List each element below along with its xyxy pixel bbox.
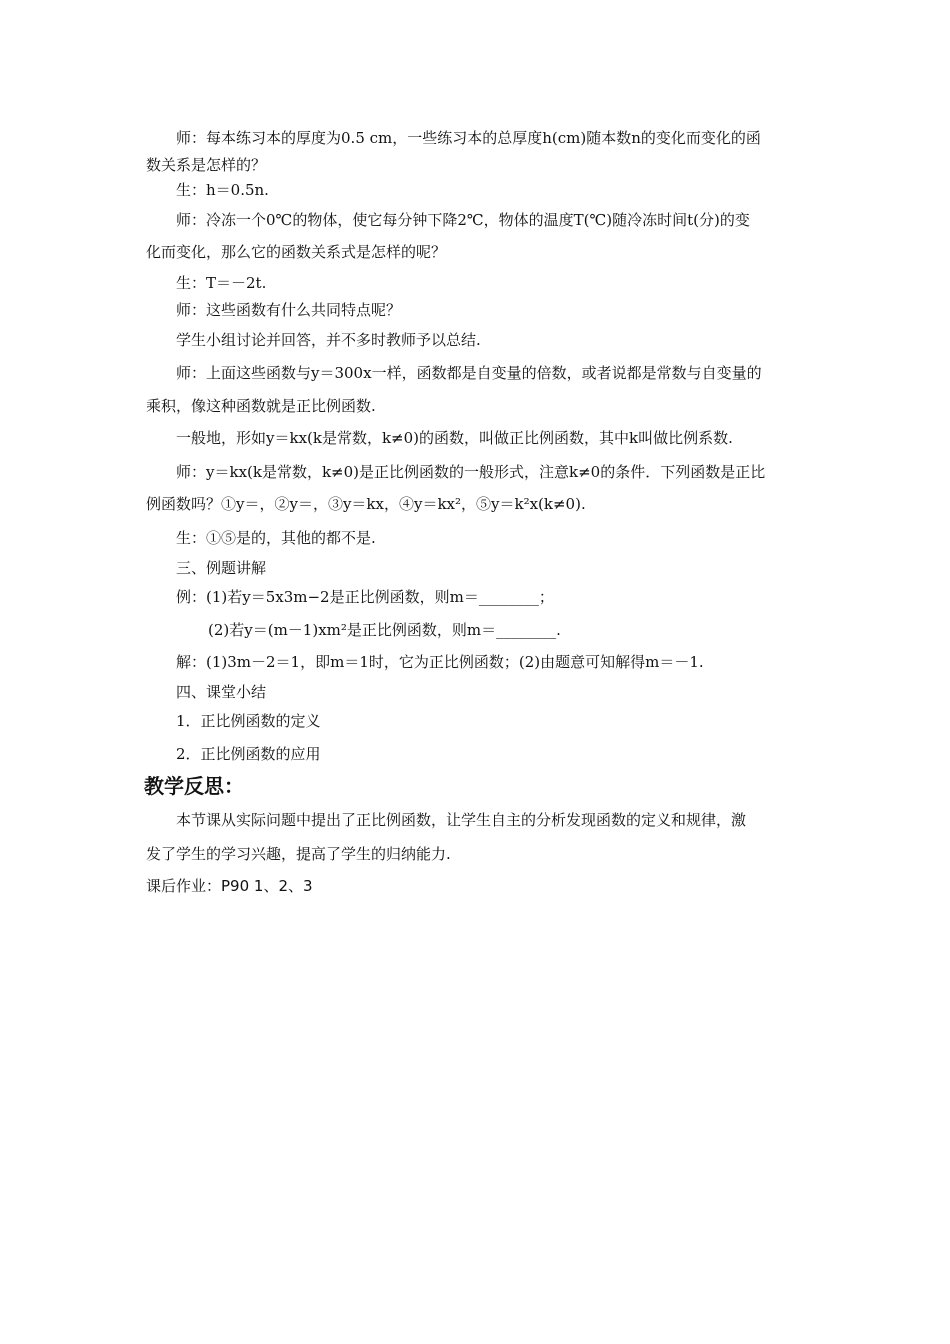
text-line: 生：h＝0.5n. — [176, 181, 269, 199]
text-line: 生：①⑤是的，其他的都不是. — [176, 529, 376, 547]
text-line: 学生小组讨论并回答，并不多时教师予以总结. — [176, 331, 481, 349]
text-line: 师：y＝kx(k是常数，k≠0)是正比例函数的一般形式，注意k≠0的条件．下列函数是正比 — [176, 463, 766, 481]
text-line: 生：T＝－2t. — [176, 274, 267, 292]
reflection-heading: 教学反思： — [144, 774, 244, 798]
section-heading: 四、课堂小结 — [176, 683, 267, 701]
text-line: (2)若y＝(m－1)xm²是正比例函数，则m＝________. — [208, 621, 561, 639]
text-line: 化而变化，那么它的函数关系式是怎样的呢？ — [146, 243, 447, 261]
text-line: 师：每本练习本的厚度为0.5 cm，一些练习本的总厚度h(cm)随本数n的变化而变化的函 — [176, 129, 761, 147]
section-heading: 三、例题讲解 — [176, 559, 267, 577]
text-line: 解：(1)3m－2＝1，即m＝1时，它为正比例函数；(2)由题意可知解得m＝－1. — [176, 653, 704, 671]
text-line: 乘积，像这种函数就是正比例函数. — [146, 397, 376, 415]
text-line: 例函数吗？①y＝，②y＝，③y＝kx，④y＝kx²，⑤y＝k²x(k≠0). — [146, 495, 586, 513]
text-line: 1．正比例函数的定义 — [176, 712, 321, 730]
text-line: 师：这些函数有什么共同特点呢？ — [176, 301, 402, 319]
text-line: 发了学生的学习兴趣，提高了学生的归纳能力. — [146, 845, 451, 863]
text-line: 2．正比例函数的应用 — [176, 745, 321, 763]
text-line: 本节课从实际问题中提出了正比例函数，让学生自主的分析发现函数的定义和规律，激 — [176, 811, 747, 829]
text-line: 数关系是怎样的？ — [146, 156, 267, 174]
text-line: 例：(1)若y＝5x3m−2是正比例函数，则m＝________； — [176, 588, 554, 606]
text-line: 师：冷冻一个0℃的物体，使它每分钟下降2℃，物体的温度T(℃)随冷冻时间t(分)的变 — [176, 211, 750, 229]
homework-line: 课后作业：P90 1、2、3 — [146, 877, 313, 895]
text-line: 一般地，形如y＝kx(k是常数，k≠0)的函数，叫做正比例函数，其中k叫做比例系数. — [176, 429, 733, 447]
text-line: 师：上面这些函数与y＝300x一样，函数都是自变量的倍数，或者说都是常数与自变量的 — [176, 364, 762, 382]
